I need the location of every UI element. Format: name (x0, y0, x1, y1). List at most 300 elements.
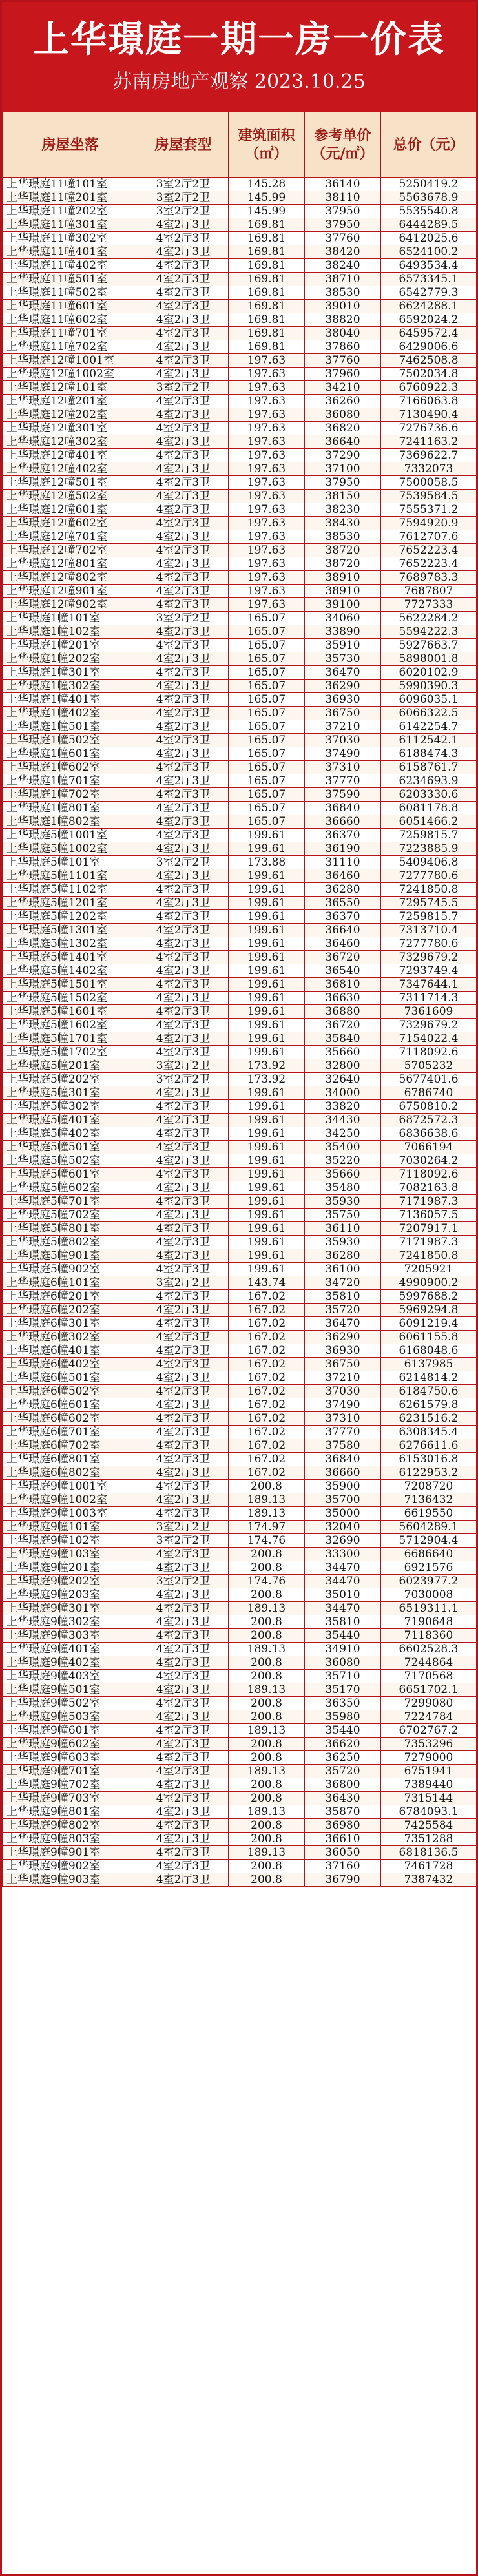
cell-total-price: 7241850.8 (381, 883, 477, 897)
cell-unit-price: 34470 (305, 1561, 381, 1575)
column-header-unit-price: 参考单价（元/㎡） (305, 112, 381, 178)
cell-unit-price: 36800 (305, 1778, 381, 1792)
cell-unit-price: 36640 (305, 435, 381, 449)
cell-area: 197.63 (229, 544, 305, 557)
cell-total-price: 6276611.6 (381, 1439, 477, 1453)
cell-total-price: 7205921 (381, 1263, 477, 1276)
cell-location: 上华璟庭5幢1201室 (3, 897, 138, 910)
cell-unit-price: 35810 (305, 1290, 381, 1304)
cell-unit-price: 38720 (305, 557, 381, 571)
cell-unit-price: 34910 (305, 1643, 381, 1656)
cell-location: 上华璟庭5幢1301室 (3, 924, 138, 937)
cell-area: 199.61 (229, 897, 305, 910)
cell-area: 143.74 (229, 1276, 305, 1290)
cell-location: 上华璟庭1幢302室 (3, 680, 138, 693)
table-row (3, 1629, 477, 1643)
cell-area: 169.81 (229, 300, 305, 313)
cell-area: 169.81 (229, 286, 305, 300)
cell-total-price: 6651702.1 (381, 1683, 477, 1697)
cell-unit-price: 36470 (305, 666, 381, 680)
cell-location: 上华璟庭5幢1402室 (3, 964, 138, 978)
cell-layout: 3室2厅2卫 (138, 1059, 229, 1073)
cell-location: 上华璟庭9幢202室 (3, 1575, 138, 1588)
table-row (3, 1805, 477, 1819)
table-row (3, 612, 477, 625)
cell-area: 200.8 (229, 1615, 305, 1629)
cell-layout: 4室2厅3卫 (138, 1615, 229, 1629)
cell-unit-price: 36930 (305, 693, 381, 707)
cell-total-price: 6066322.5 (381, 707, 477, 720)
cell-total-price: 7594920.9 (381, 517, 477, 530)
table-row (3, 1602, 477, 1615)
cell-layout: 3室2厅2卫 (138, 191, 229, 205)
cell-unit-price: 37760 (305, 232, 381, 245)
cell-layout: 4室2厅3卫 (138, 1751, 229, 1765)
cell-unit-price: 39010 (305, 300, 381, 313)
cell-unit-price: 35980 (305, 1710, 381, 1724)
cell-location: 上华璟庭6幢101室 (3, 1276, 138, 1290)
cell-area: 200.8 (229, 1751, 305, 1765)
cell-location: 上华璟庭6幢601室 (3, 1398, 138, 1412)
cell-location: 上华璟庭12幢201室 (3, 395, 138, 408)
cell-layout: 4室2厅3卫 (138, 1412, 229, 1426)
cell-layout: 4室2厅3卫 (138, 1724, 229, 1738)
cell-unit-price: 35720 (305, 1765, 381, 1778)
cell-location: 上华璟庭9幢303室 (3, 1629, 138, 1643)
cell-area: 189.13 (229, 1507, 305, 1521)
cell-area: 200.8 (229, 1819, 305, 1833)
cell-layout: 4室2厅3卫 (138, 218, 229, 232)
cell-location: 上华璟庭12幢601室 (3, 503, 138, 517)
cell-location: 上华璟庭1幢201室 (3, 639, 138, 652)
cell-area: 197.63 (229, 435, 305, 449)
cell-location: 上华璟庭9幢702室 (3, 1778, 138, 1792)
cell-total-price: 6921576 (381, 1561, 477, 1575)
cell-location: 上华璟庭6幢302室 (3, 1331, 138, 1344)
table-row (3, 639, 477, 652)
cell-area: 173.92 (229, 1059, 305, 1073)
cell-unit-price: 37760 (305, 354, 381, 368)
cell-location: 上华璟庭5幢1401室 (3, 951, 138, 964)
table-row (3, 408, 477, 422)
cell-location: 上华璟庭5幢502室 (3, 1154, 138, 1168)
cell-layout: 4室2厅3卫 (138, 747, 229, 761)
cell-location: 上华璟庭5幢1001室 (3, 829, 138, 842)
column-header-total-price: 总价（元） (381, 112, 477, 178)
cell-area: 200.8 (229, 1548, 305, 1561)
cell-area: 199.61 (229, 1005, 305, 1019)
table-row (3, 1019, 477, 1032)
cell-area: 174.76 (229, 1534, 305, 1548)
cell-layout: 4室2厅3卫 (138, 1629, 229, 1643)
cell-total-price: 7387432 (381, 1873, 477, 1887)
cell-unit-price: 37770 (305, 774, 381, 788)
cell-total-price: 7171987.3 (381, 1195, 477, 1209)
cell-area: 167.02 (229, 1344, 305, 1358)
cell-unit-price: 36980 (305, 1819, 381, 1833)
table-row (3, 720, 477, 734)
cell-unit-price: 35730 (305, 652, 381, 666)
cell-total-price: 7462508.8 (381, 354, 477, 368)
cell-location: 上华璟庭6幢701室 (3, 1426, 138, 1439)
cell-location: 上华璟庭5幢1002室 (3, 842, 138, 856)
cell-total-price: 6818136.5 (381, 1846, 477, 1860)
cell-total-price: 7351288 (381, 1833, 477, 1846)
cell-area: 167.02 (229, 1385, 305, 1398)
cell-unit-price: 37950 (305, 476, 381, 490)
cell-location: 上华璟庭6幢401室 (3, 1344, 138, 1358)
cell-total-price: 5677401.6 (381, 1073, 477, 1086)
cell-location: 上华璟庭11幢301室 (3, 218, 138, 232)
table-row (3, 503, 477, 517)
cell-total-price: 6168048.6 (381, 1344, 477, 1358)
table-row (3, 1683, 477, 1697)
cell-location: 上华璟庭12幢901室 (3, 585, 138, 598)
cell-total-price: 6750810.2 (381, 1100, 477, 1114)
cell-layout: 4室2厅3卫 (138, 1046, 229, 1059)
cell-total-price: 7311714.3 (381, 992, 477, 1005)
cell-total-price: 7276736.6 (381, 422, 477, 435)
cell-location: 上华璟庭9幢803室 (3, 1833, 138, 1846)
table-row (3, 300, 477, 313)
cell-unit-price: 36460 (305, 937, 381, 951)
cell-area: 197.63 (229, 395, 305, 408)
cell-total-price: 6203330.6 (381, 788, 477, 802)
cell-area: 169.81 (229, 340, 305, 354)
cell-location: 上华璟庭5幢1502室 (3, 992, 138, 1005)
cell-location: 上华璟庭1幢401室 (3, 693, 138, 707)
cell-area: 167.02 (229, 1426, 305, 1439)
cell-unit-price: 36630 (305, 992, 381, 1005)
cell-location: 上华璟庭12幢302室 (3, 435, 138, 449)
cell-unit-price: 36840 (305, 802, 381, 815)
cell-total-price: 7652223.4 (381, 557, 477, 571)
cell-area: 197.63 (229, 381, 305, 395)
cell-layout: 4室2厅3卫 (138, 273, 229, 286)
cell-location: 上华璟庭9幢502室 (3, 1697, 138, 1710)
cell-location: 上华璟庭5幢1101室 (3, 869, 138, 883)
table-row (3, 1249, 477, 1263)
cell-area: 199.61 (229, 1019, 305, 1032)
table-row (3, 924, 477, 937)
cell-layout: 4室2厅3卫 (138, 571, 229, 585)
cell-location: 上华璟庭1幢102室 (3, 625, 138, 639)
table-row (3, 327, 477, 340)
cell-area: 199.61 (229, 1100, 305, 1114)
table-row (3, 910, 477, 924)
cell-unit-price: 36050 (305, 1846, 381, 1860)
cell-unit-price: 36290 (305, 1331, 381, 1344)
cell-area: 165.07 (229, 788, 305, 802)
cell-total-price: 6214814.2 (381, 1371, 477, 1385)
cell-area: 165.07 (229, 612, 305, 625)
cell-total-price: 6786740 (381, 1086, 477, 1100)
cell-layout: 4室2厅3卫 (138, 1209, 229, 1222)
cell-total-price: 7241850.8 (381, 1249, 477, 1263)
cell-layout: 4室2厅3卫 (138, 1181, 229, 1195)
cell-location: 上华璟庭9幢402室 (3, 1656, 138, 1670)
cell-unit-price: 36720 (305, 951, 381, 964)
cell-location: 上华璟庭9幢302室 (3, 1615, 138, 1629)
table-row (3, 734, 477, 747)
table-row (3, 245, 477, 259)
cell-unit-price: 36430 (305, 1792, 381, 1805)
table-row (3, 992, 477, 1005)
cell-area: 189.13 (229, 1683, 305, 1697)
table-row (3, 1765, 477, 1778)
cell-layout: 4室2厅3卫 (138, 1236, 229, 1249)
cell-total-price: 5898001.8 (381, 652, 477, 666)
cell-location: 上华璟庭1幢501室 (3, 720, 138, 734)
cell-layout: 4室2厅3卫 (138, 1643, 229, 1656)
cell-unit-price: 35170 (305, 1683, 381, 1697)
cell-total-price: 7299080 (381, 1697, 477, 1710)
cell-area: 200.8 (229, 1561, 305, 1575)
cell-location: 上华璟庭6幢602室 (3, 1412, 138, 1426)
cell-layout: 4室2厅3卫 (138, 1032, 229, 1046)
cell-area: 167.02 (229, 1453, 305, 1466)
cell-area: 165.07 (229, 747, 305, 761)
cell-unit-price: 32800 (305, 1059, 381, 1073)
cell-area: 167.02 (229, 1304, 305, 1317)
cell-layout: 4室2厅3卫 (138, 259, 229, 273)
table-row (3, 1493, 477, 1507)
cell-total-price: 7207917.1 (381, 1222, 477, 1236)
cell-location: 上华璟庭9幢201室 (3, 1561, 138, 1575)
cell-total-price: 6158761.7 (381, 761, 477, 774)
cell-total-price: 7687807 (381, 585, 477, 598)
cell-total-price: 7241163.2 (381, 435, 477, 449)
cell-total-price: 6137985 (381, 1358, 477, 1371)
table-row (3, 354, 477, 368)
cell-layout: 4室2厅3卫 (138, 964, 229, 978)
table-row (3, 544, 477, 557)
cell-total-price: 7030008 (381, 1588, 477, 1602)
cell-layout: 4室2厅3卫 (138, 1561, 229, 1575)
cell-total-price: 6542779.3 (381, 286, 477, 300)
table-row (3, 490, 477, 503)
cell-total-price: 7315144 (381, 1792, 477, 1805)
table-row (3, 1276, 477, 1290)
cell-total-price: 4990900.2 (381, 1276, 477, 1290)
table-row (3, 747, 477, 761)
cell-total-price: 6184750.6 (381, 1385, 477, 1398)
cell-unit-price: 35000 (305, 1507, 381, 1521)
table-row (3, 1778, 477, 1792)
cell-unit-price: 37770 (305, 1426, 381, 1439)
cell-unit-price: 35700 (305, 1493, 381, 1507)
cell-layout: 4室2厅3卫 (138, 1358, 229, 1371)
cell-layout: 4室2厅3卫 (138, 761, 229, 774)
cell-total-price: 6112542.1 (381, 734, 477, 747)
table-row (3, 1114, 477, 1127)
cell-layout: 4室2厅3卫 (138, 395, 229, 408)
cell-location: 上华璟庭12幢402室 (3, 462, 138, 476)
table-row (3, 571, 477, 585)
cell-total-price: 6619550 (381, 1507, 477, 1521)
cell-layout: 4室2厅3卫 (138, 1019, 229, 1032)
cell-unit-price: 36930 (305, 1344, 381, 1358)
cell-layout: 4室2厅3卫 (138, 300, 229, 313)
table-row (3, 707, 477, 720)
cell-unit-price: 38910 (305, 571, 381, 585)
cell-unit-price: 36370 (305, 829, 381, 842)
cell-location: 上华璟庭5幢702室 (3, 1209, 138, 1222)
cell-total-price: 5409406.8 (381, 856, 477, 869)
cell-layout: 3室2厅2卫 (138, 1534, 229, 1548)
cell-total-price: 7293749.4 (381, 964, 477, 978)
cell-total-price: 7689783.3 (381, 571, 477, 585)
cell-total-price: 6153016.8 (381, 1453, 477, 1466)
cell-total-price: 7208720 (381, 1480, 477, 1493)
cell-unit-price: 35440 (305, 1629, 381, 1643)
cell-total-price: 7118092.6 (381, 1046, 477, 1059)
cell-unit-price: 36750 (305, 707, 381, 720)
cell-location: 上华璟庭9幢1001室 (3, 1480, 138, 1493)
table-row (3, 368, 477, 381)
cell-area: 200.8 (229, 1629, 305, 1643)
cell-layout: 4室2厅3卫 (138, 883, 229, 897)
cell-total-price: 7166063.8 (381, 395, 477, 408)
cell-area: 200.8 (229, 1697, 305, 1710)
cell-layout: 4室2厅3卫 (138, 1765, 229, 1778)
cell-area: 189.13 (229, 1493, 305, 1507)
cell-layout: 4室2厅3卫 (138, 639, 229, 652)
cell-total-price: 7171987.3 (381, 1236, 477, 1249)
cell-total-price: 7329679.2 (381, 951, 477, 964)
table-row (3, 937, 477, 951)
cell-area: 197.63 (229, 476, 305, 490)
cell-layout: 3室2厅2卫 (138, 612, 229, 625)
cell-layout: 3室2厅2卫 (138, 1073, 229, 1086)
cell-layout: 4室2厅3卫 (138, 1222, 229, 1236)
cell-location: 上华璟庭11幢402室 (3, 259, 138, 273)
cell-area: 189.13 (229, 1602, 305, 1615)
cell-location: 上华璟庭11幢201室 (3, 191, 138, 205)
table-row (3, 598, 477, 612)
cell-unit-price: 34000 (305, 1086, 381, 1100)
cell-unit-price: 35220 (305, 1154, 381, 1168)
cell-location: 上华璟庭11幢601室 (3, 300, 138, 313)
cell-layout: 4室2厅3卫 (138, 1466, 229, 1480)
table-row (3, 205, 477, 218)
cell-unit-price: 34210 (305, 381, 381, 395)
cell-location: 上华璟庭12幢902室 (3, 598, 138, 612)
cell-area: 189.13 (229, 1643, 305, 1656)
cell-area: 167.02 (229, 1317, 305, 1331)
cell-area: 199.61 (229, 1141, 305, 1154)
cell-area: 197.63 (229, 408, 305, 422)
cell-layout: 4室2厅3卫 (138, 1805, 229, 1819)
cell-layout: 4室2厅3卫 (138, 1100, 229, 1114)
cell-unit-price: 35480 (305, 1181, 381, 1195)
cell-unit-price: 38230 (305, 503, 381, 517)
cell-layout: 4室2厅3卫 (138, 422, 229, 435)
cell-layout: 3室2厅2卫 (138, 205, 229, 218)
cell-layout: 4室2厅3卫 (138, 1480, 229, 1493)
cell-total-price: 7425584 (381, 1819, 477, 1833)
cell-area: 197.63 (229, 530, 305, 544)
cell-layout: 4室2厅3卫 (138, 503, 229, 517)
cell-unit-price: 35400 (305, 1141, 381, 1154)
cell-unit-price: 37030 (305, 1385, 381, 1398)
cell-layout: 4室2厅3卫 (138, 368, 229, 381)
table-row (3, 1086, 477, 1100)
cell-location: 上华璟庭12幢202室 (3, 408, 138, 422)
cell-total-price: 6023977.2 (381, 1575, 477, 1588)
cell-layout: 4室2厅3卫 (138, 802, 229, 815)
cell-unit-price: 38720 (305, 544, 381, 557)
cell-area: 169.81 (229, 218, 305, 232)
cell-location: 上华璟庭9幢903室 (3, 1873, 138, 1887)
cell-location: 上华璟庭12幢502室 (3, 490, 138, 503)
cell-location: 上华璟庭11幢101室 (3, 178, 138, 191)
table-row (3, 1317, 477, 1331)
cell-unit-price: 35710 (305, 1670, 381, 1683)
cell-unit-price: 36640 (305, 924, 381, 937)
cell-total-price: 7259815.7 (381, 910, 477, 924)
table-row (3, 897, 477, 910)
cell-layout: 4室2厅3卫 (138, 1493, 229, 1507)
cell-unit-price: 38530 (305, 286, 381, 300)
cell-unit-price: 36550 (305, 897, 381, 910)
cell-location: 上华璟庭11幢602室 (3, 313, 138, 327)
cell-location: 上华璟庭12幢701室 (3, 530, 138, 544)
cell-location: 上华璟庭6幢501室 (3, 1371, 138, 1385)
cell-layout: 4室2厅3卫 (138, 1860, 229, 1873)
cell-layout: 4室2厅3卫 (138, 693, 229, 707)
table-row (3, 1181, 477, 1195)
cell-area: 189.13 (229, 1846, 305, 1860)
cell-total-price: 6592024.2 (381, 313, 477, 327)
cell-layout: 4室2厅3卫 (138, 625, 229, 639)
cell-location: 上华璟庭1幢701室 (3, 774, 138, 788)
cell-total-price: 5705232 (381, 1059, 477, 1073)
table-row (3, 1398, 477, 1412)
cell-location: 上华璟庭9幢203室 (3, 1588, 138, 1602)
cell-location: 上华璟庭9幢902室 (3, 1860, 138, 1873)
cell-location: 上华璟庭11幢501室 (3, 273, 138, 286)
table-row (3, 395, 477, 408)
cell-total-price: 5997688.2 (381, 1290, 477, 1304)
cell-area: 199.61 (229, 1181, 305, 1195)
cell-area: 165.07 (229, 652, 305, 666)
cell-location: 上华璟庭5幢601室 (3, 1168, 138, 1181)
cell-total-price: 6188474.3 (381, 747, 477, 761)
cell-unit-price: 35870 (305, 1805, 381, 1819)
cell-area: 200.8 (229, 1778, 305, 1792)
cell-area: 189.13 (229, 1765, 305, 1778)
cell-location: 上华璟庭6幢301室 (3, 1317, 138, 1331)
table-row (3, 273, 477, 286)
cell-layout: 4室2厅3卫 (138, 598, 229, 612)
cell-location: 上华璟庭1幢802室 (3, 815, 138, 829)
cell-layout: 4室2厅3卫 (138, 1141, 229, 1154)
cell-unit-price: 36620 (305, 1738, 381, 1751)
cell-layout: 4室2厅3卫 (138, 245, 229, 259)
cell-unit-price: 36080 (305, 408, 381, 422)
table-row (3, 964, 477, 978)
cell-location: 上华璟庭6幢801室 (3, 1453, 138, 1466)
cell-location: 上华璟庭6幢202室 (3, 1304, 138, 1317)
cell-location: 上华璟庭9幢901室 (3, 1846, 138, 1860)
table-row (3, 1100, 477, 1114)
cell-area: 199.61 (229, 951, 305, 964)
cell-location: 上华璟庭9幢602室 (3, 1738, 138, 1751)
cell-layout: 4室2厅3卫 (138, 1819, 229, 1833)
cell-total-price: 7066194 (381, 1141, 477, 1154)
cell-unit-price: 35840 (305, 1032, 381, 1046)
